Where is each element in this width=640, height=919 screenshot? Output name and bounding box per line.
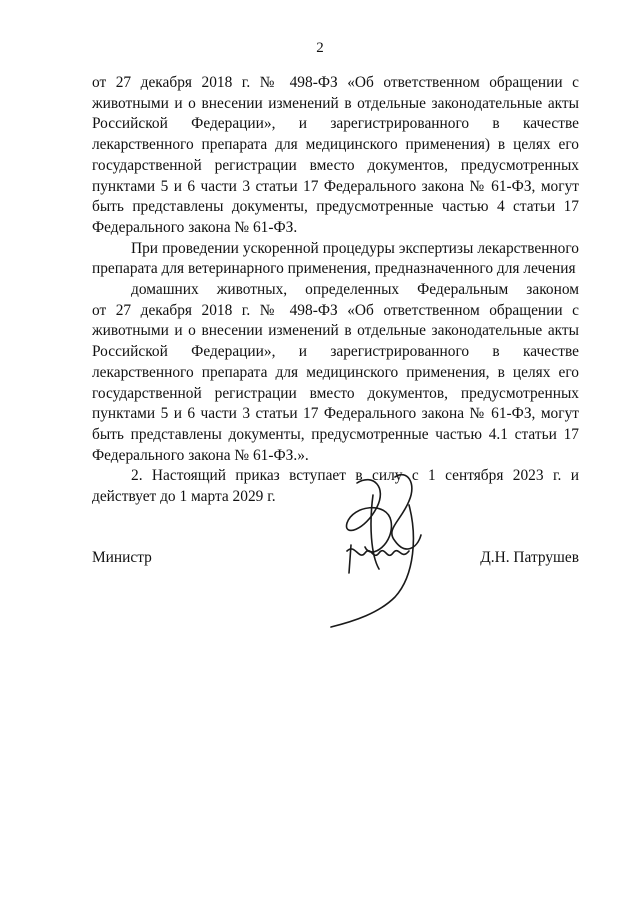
document-body [92,73,579,508]
accelerated-procedure-lead: При проведении ускоренной процедуры экспертизы лекарственного препарата для ветеринарного применения, предназначенного для лечения [92,239,579,278]
signatory-title: Министр [92,549,152,566]
handwritten-signature [325,465,435,630]
accelerated-procedure-spread-line: домашних животных, определенных Федеральным законом [131,281,579,299]
accelerated-procedure-rest: от 27 декабря 2018 г. № 498-ФЗ «Об ответственном обращении с животными и о внесении изменений в отдельные законодательные акты Российской Федерации», и зарегистрированного в качестве лекарственного препарата для медицинского применения, в целях его государственной регистрации вместо документов, предусмотренных пунктами 5 и 6 части 3 статьи 17 Федерального закона № 61-ФЗ, могут быть представлены документы, предусмотренные частью 4.1 статьи 17 Федерального закона № 61-ФЗ.». [92,301,579,464]
continuation-paragraph: от 27 декабря 2018 г. № 498-ФЗ «Об ответственном обращении с животными и о внесении изменений в отдельные законодательные акты Российской Федерации», и зарегистрированного в качестве лекарственного препарата для медицинского применения) в целях его государственной регистрации вместо документов, предусмотренных пунктами 5 и 6 части 3 статьи 17 Федерального закона № 61-ФЗ, могут быть представлены документы, предусмотренные частью 4 статьи 17 Федерального закона № 61-ФЗ. [92,74,579,236]
page-number: 2 [316,40,324,56]
effective-date-paragraph: 2. Настоящий приказ вступает в силу с 1 сентября 2023 г. и действует до 1 марта 2029 г. [92,467,579,506]
accelerated-procedure-paragraph [92,239,579,467]
signatory-name: Д.Н. Патрушев [480,549,579,566]
